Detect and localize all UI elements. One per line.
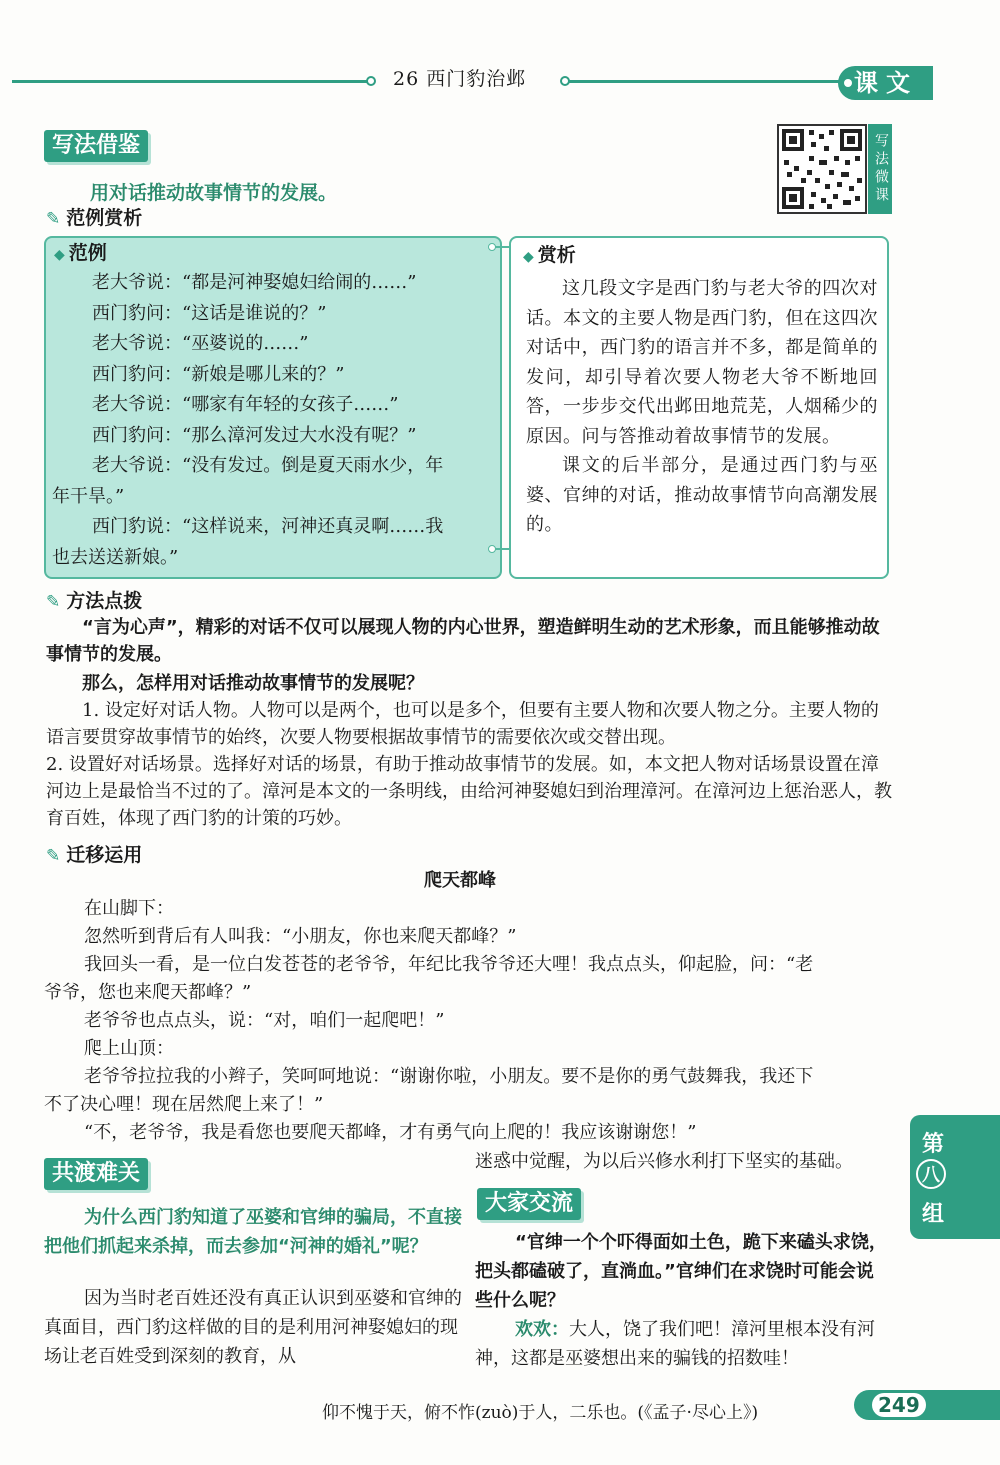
overcome-difficulty-badge: 共渡难关 <box>44 1158 148 1190</box>
method-intro: “言为心声”，精彩的对话不仅可以展现人物的内心世界，塑造鲜明生动的艺术形象，而且能够推动故事情节的发展。 <box>46 617 880 665</box>
diamond-icon: ◆ <box>54 247 65 263</box>
example-title: ◆ 范例 <box>54 242 107 264</box>
story-title: 爬天都峰 <box>424 870 496 891</box>
transfer-heading: ✎ 迁移运用 <box>46 844 143 866</box>
analysis-text <box>526 274 878 540</box>
unit-tab-number: 八 <box>916 1159 946 1189</box>
pen-icon: ✎ <box>46 846 61 866</box>
story-line: 忽然听到背后有人叫我：“小朋友，你也来爬天都峰？” <box>84 926 517 947</box>
connector-dot <box>488 243 496 251</box>
difficulty-answer: 因为当时老百姓还没有真正认识到巫婆和官绅的真面目，西门豹这样做的目的是利用河神娶媳妇的现场让老百姓受到深刻的教育，从 <box>44 1288 462 1367</box>
example-dialogue <box>52 268 498 573</box>
story-line: 老爷爷也点点头，说：“对，咱们一起爬吧！” <box>84 1010 445 1031</box>
story-line: “不，老爷爷，我是看您也要爬天都峰，才有勇气向上爬的！我应该谢谢您！” <box>84 1122 697 1143</box>
method-point-2: 2. 设置好对话场景。选择好对话的场景，有助于推动故事情节的发展。如，本文把人物对话场景设置在漳河边上是最恰当不过的了。漳河是本文的一条明线，由给河神娶媳妇到治理漳河。在漳河边上惩治恶人，教育百姓，体现了西门豹的计策的巧妙。 <box>46 754 892 829</box>
difficulty-answer-continued: 迷惑中觉醒，为以后兴修水利打下坚实的基础。 <box>475 1151 853 1172</box>
dialogue-line: 西门豹问：“那么漳河发过大水没有呢？” <box>92 424 417 446</box>
example-analysis-heading: ✎ 范例赏析 <box>46 207 143 229</box>
pen-icon: ✎ <box>46 592 61 612</box>
story-line: 爷爷，您也来爬天都峰？” <box>44 982 252 1003</box>
header-rule-right <box>568 80 840 83</box>
dialogue-line: 西门豹问：“这话是谁说的？” <box>92 302 327 324</box>
section-tab: 课文 <box>838 66 933 100</box>
section-subtitle: 用对话推动故事情节的发展。 <box>90 182 338 204</box>
discussion-prompt: “官绅一个个吓得面如土色，跪下来磕头求饶，把头都磕破了，直淌血。”官绅们在求饶时可能会说些什么呢？ <box>475 1232 887 1311</box>
method-question: 那么，怎样用对话推动故事情节的发展呢？ <box>82 673 424 694</box>
connector-dot <box>488 545 496 553</box>
dialogue-line: 老大爷说：“巫婆说的……” <box>92 333 309 354</box>
dialogue-line: 也去送送新娘。” <box>52 546 179 568</box>
dialogue-line: 西门豹说：“这样说来，河神还真灵啊……我 <box>92 516 444 537</box>
qr-label: 写法微课 <box>868 124 892 214</box>
dialogue-line: 老大爷说：“哪家有年轻的女孩子……” <box>92 394 399 415</box>
unit-tab-bottom: 组 <box>921 1202 944 1227</box>
story-line: 在山脚下： <box>84 898 174 919</box>
dialogue-line: 年干旱。” <box>52 485 125 507</box>
qr-pattern <box>779 126 865 212</box>
analysis-title: ◆ 赏析 <box>523 244 576 266</box>
footer-quote: 仰不愧于天，俯不怍(zuò)于人，二乐也。(《孟子·尽心上》) <box>322 1403 759 1423</box>
pen-icon: ✎ <box>46 209 61 229</box>
header-dot-left <box>366 76 376 86</box>
qr-code[interactable] <box>777 124 867 214</box>
story-line: 我回头一看，是一位白发苍苍的老爷爷，年纪比我爷爷还大哩！我点点头，仰起脸，问：“老 <box>84 954 814 975</box>
story-line: 不了决心哩！现在居然爬上来了！” <box>44 1094 324 1115</box>
page-number <box>854 1390 1000 1420</box>
dialogue-line: 老大爷说：“都是河神娶媳妇给闹的……” <box>92 272 417 293</box>
page-number-value: 249 <box>872 1393 926 1417</box>
analysis-paragraph: 这几段文字是西门豹与老大爷的四次对话。本文的主要人物是西门豹，但在这四次对话中，西门豹的语言并不多，都是简单的发问，却引导着次要人物老大爷不断地回答，一步步交代出邺田地荒芜，人烟稀少的原因。问与答推动着故事情节的发展。 <box>526 278 878 447</box>
story-text <box>44 895 890 1147</box>
story-line: 老爷爷拉拉我的小辫子，笑呵呵地说：“谢谢你啦，小朋友。要不是你的勇气鼓舞我，我还下 <box>84 1066 814 1087</box>
discussion-badge: 大家交流 <box>477 1188 581 1220</box>
speaker-name: 欢欢： <box>515 1319 569 1340</box>
unit-tab <box>910 1115 1000 1239</box>
unit-tab-top: 第 <box>921 1132 944 1157</box>
dialogue-line: 老大爷说：“没有发过。倒是夏天雨水少，年 <box>92 455 444 476</box>
lesson-title: 26 西门豹治邺 <box>393 68 527 90</box>
difficulty-question: 为什么西门豹知道了巫婆和官绅的骗局，不直接把他们抓起来杀掉，而去参加“河神的婚礼”呢？ <box>44 1207 462 1257</box>
writing-reference-badge: 写法借鉴 <box>44 130 148 162</box>
analysis-paragraph: 课文的后半部分，是通过西门豹与巫婆、官绅的对话，推动故事情节向高潮发展的。 <box>526 455 878 535</box>
diamond-icon: ◆ <box>523 249 534 265</box>
example-box <box>44 236 502 579</box>
header-rule-left <box>12 80 372 83</box>
method-heading: ✎ 方法点拨 <box>46 590 143 612</box>
analysis-box <box>509 236 889 579</box>
dialogue-line: 西门豹问：“新娘是哪儿来的？” <box>92 363 345 385</box>
story-line: 爬上山顶： <box>84 1038 174 1059</box>
discussion-reply: 欢欢：大人，饶了我们吧！漳河里根本没有河神，这都是巫婆想出来的骗钱的招数哇！ <box>475 1319 875 1369</box>
method-point-1: 1. 设定好对话人物。人物可以是两个，也可以是多个，但要有主要人物和次要人物之分。主要人物的语言要贯穿故事情节的始终，次要人物要根据故事情节的需要依次或交替出现。 <box>46 700 879 748</box>
